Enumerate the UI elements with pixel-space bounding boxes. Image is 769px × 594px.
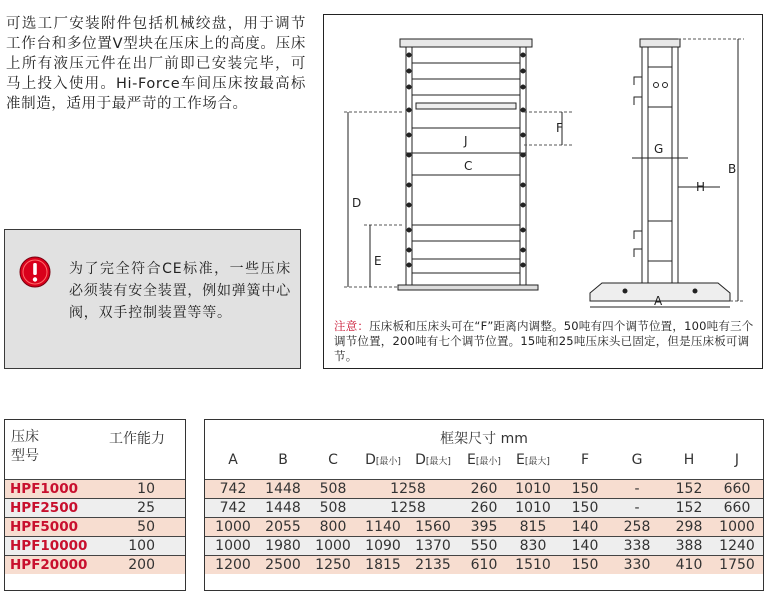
dim-header-main: G	[631, 452, 643, 468]
dim-cell: 508	[319, 500, 347, 516]
table-row	[205, 498, 763, 517]
model-cell: HPF2500	[10, 500, 78, 516]
dim-header-sub: [最小]	[375, 457, 401, 467]
dim-cell: 1448	[265, 481, 301, 497]
dim-cell: 150	[571, 500, 599, 516]
dim-cell: 1560	[415, 519, 451, 535]
warning-box	[4, 229, 301, 369]
note-label: 注意：	[334, 319, 370, 333]
dim-cell: 508	[319, 481, 347, 497]
label-d: D	[352, 196, 362, 210]
dim-header-main: E	[467, 452, 476, 468]
label-g: G	[654, 142, 664, 156]
frame-title: 框架尺寸 mm	[440, 431, 528, 447]
dim-cell: 742	[219, 500, 247, 516]
dim-header-sub: [最小]	[475, 457, 501, 467]
dim-header-main: B	[278, 452, 288, 468]
dim-cell: 140	[571, 538, 599, 554]
diagram-note	[334, 319, 754, 364]
col-model-line1: 压床	[11, 429, 39, 445]
dim-header	[508, 452, 558, 468]
press-diagram	[323, 14, 763, 369]
model-table	[4, 419, 186, 591]
press-drawing	[324, 15, 762, 315]
dim-cell: 150	[571, 481, 599, 497]
label-e: E	[374, 254, 382, 268]
dim-cell: 1000	[719, 519, 755, 535]
dim-cell: 2055	[265, 519, 301, 535]
dim-cell: 150	[571, 557, 599, 573]
note-text: 压床板和压床头可在“F”距离内调整。50吨有四个调节位置，100吨有三个调节位置，200吨有七个调节位置。15吨和25吨压床头已固定，但是压床板可调节。	[334, 319, 754, 363]
dim-cell: 260	[470, 481, 498, 497]
table-row	[205, 536, 763, 555]
dim-header	[459, 452, 509, 468]
dim-header-sub: [最大]	[524, 457, 550, 467]
dim-cell: 1448	[265, 500, 301, 516]
dim-header-main: A	[228, 452, 238, 468]
dim-cell-d: 1258	[390, 500, 426, 516]
dim-header-main: D	[365, 452, 376, 468]
label-a: A	[654, 294, 663, 308]
dim-cell: 1090	[365, 538, 401, 554]
dim-cell: 395	[470, 519, 498, 535]
dim-cell: 1980	[265, 538, 301, 554]
dim-header	[208, 452, 258, 468]
dim-cell: 1370	[415, 538, 451, 554]
table-row	[5, 479, 185, 498]
dim-cell: 1750	[719, 557, 755, 573]
col-capacity-header: 工作能力	[109, 431, 165, 447]
table-row	[5, 536, 185, 555]
dim-cell: 800	[319, 519, 347, 535]
label-f: F	[556, 121, 563, 135]
table-row	[205, 555, 763, 574]
label-h: H	[696, 180, 706, 194]
dim-header	[712, 452, 762, 468]
table-row	[205, 479, 763, 498]
dim-header-main: D	[415, 452, 426, 468]
table-row	[5, 555, 185, 574]
dim-cell: 1250	[315, 557, 351, 573]
intro-paragraph: 可选工厂安装附件包括机械绞盘，用于调节工作台和多位置V型块在压床上的高度。压床上所有液压元件在出厂前即已安装完毕，可马上投入使用。Hi-Force车间压床按最高标准制造，适用于最严苛的工作场合。	[6, 16, 306, 112]
dim-header	[664, 452, 714, 468]
dim-header-main: C	[328, 452, 338, 468]
warning-text: 为了完全符合CE标准，一些压床必须装有安全装置，例如弹簧中心阀，双手控制装置等等。	[69, 261, 291, 321]
dim-cell: 1240	[719, 538, 755, 554]
table-row	[5, 498, 185, 517]
label-c: C	[464, 159, 473, 173]
warning-icon	[19, 256, 51, 288]
dim-header	[258, 452, 308, 468]
dim-header	[358, 452, 408, 468]
dim-header	[408, 452, 458, 468]
dim-cell: 388	[675, 538, 703, 554]
dim-cell: 152	[675, 500, 703, 516]
dim-cell: -	[634, 500, 640, 516]
dim-cell: -	[634, 481, 640, 497]
capacity-cell: 10	[137, 481, 155, 497]
dim-cell: 338	[623, 538, 651, 554]
model-cell: HPF20000	[10, 557, 88, 573]
dim-cell: 298	[675, 519, 703, 535]
dim-header	[308, 452, 358, 468]
table-row	[205, 517, 763, 536]
dim-cell: 1140	[365, 519, 401, 535]
dim-header-main: J	[734, 452, 740, 468]
dim-cell: 1000	[215, 538, 251, 554]
dim-cell: 1010	[515, 500, 551, 516]
dim-cell: 1815	[365, 557, 401, 573]
model-cell: HPF10000	[10, 538, 88, 554]
dim-cell: 258	[623, 519, 651, 535]
dim-cell: 550	[470, 538, 498, 554]
dim-cell: 1000	[315, 538, 351, 554]
dim-cell: 330	[623, 557, 651, 573]
dim-cell: 2500	[265, 557, 301, 573]
col-model-line2: 型号	[11, 448, 39, 464]
dim-cell: 410	[675, 557, 703, 573]
dim-cell: 1510	[515, 557, 551, 573]
dim-cell: 742	[219, 481, 247, 497]
label-j: J	[464, 134, 468, 148]
dim-cell: 2135	[415, 557, 451, 573]
dim-cell: 660	[723, 481, 751, 497]
dim-header-sub: [最大]	[425, 457, 451, 467]
dim-cell: 1010	[515, 481, 551, 497]
dim-cell: 610	[470, 557, 498, 573]
dim-header-main: F	[580, 452, 590, 468]
table-row	[5, 517, 185, 536]
dim-cell-d: 1258	[390, 481, 426, 497]
model-cell: HPF5000	[10, 519, 78, 535]
col-model-header	[11, 428, 39, 466]
dim-cell: 260	[470, 500, 498, 516]
dim-cell: 660	[723, 500, 751, 516]
label-b: B	[728, 162, 737, 176]
dim-header	[612, 452, 662, 468]
capacity-cell: 200	[128, 557, 155, 573]
dim-cell: 1200	[215, 557, 251, 573]
dim-cell: 830	[519, 538, 547, 554]
dimension-table	[204, 419, 764, 591]
dim-cell: 140	[571, 519, 599, 535]
dim-header	[560, 452, 610, 468]
dim-cell: 815	[519, 519, 547, 535]
model-cell: HPF1000	[10, 481, 78, 497]
dim-cell: 152	[675, 481, 703, 497]
dim-cell: 1000	[215, 519, 251, 535]
dim-header-main: E	[516, 452, 525, 468]
dim-header-main: H	[683, 452, 695, 468]
capacity-cell: 50	[137, 519, 155, 535]
capacity-cell: 25	[137, 500, 155, 516]
capacity-cell: 100	[128, 538, 155, 554]
